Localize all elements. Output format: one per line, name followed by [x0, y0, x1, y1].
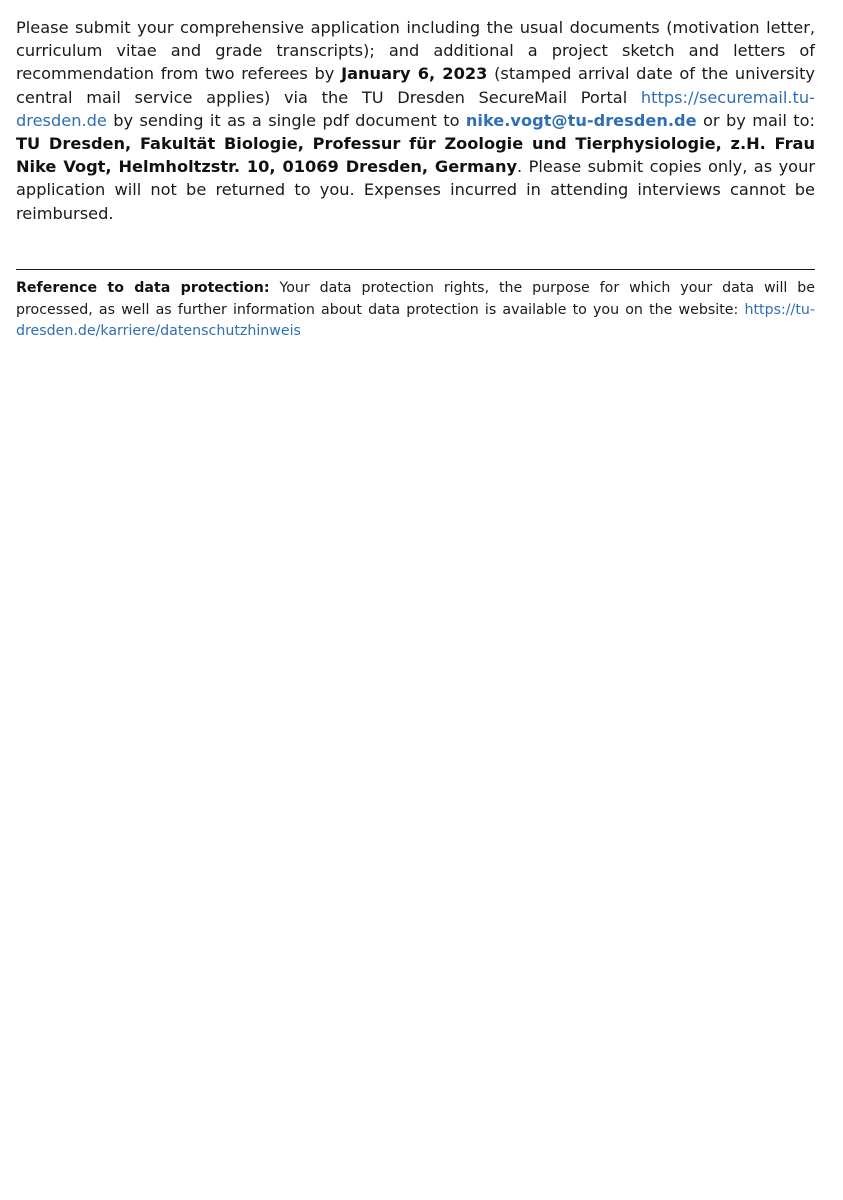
contact-email-link[interactable]: nike.vogt@tu-dresden.de	[465, 110, 697, 130]
postal-address: TU Dresden, Fakultät Biologie, Professur für Zoologie und Tierphysiologie, z.H. Frau Nike Vogt, Helmholtzstr. 10, 01069 Dresden, Germany	[16, 134, 815, 177]
closing-text: . Please submit copies only, as your application will not be returned to you. Expenses incurred in attending interviews cannot be reimbursed.	[16, 157, 815, 223]
submission-method-text: by sending it as a single pdf document to	[106, 110, 466, 130]
application-intro-text: Please submit your comprehensive application including the usual documents (motivation letter, curriculum vitae and grade transcripts); and additional a project sketch and letters of recommendation from two referees by	[16, 18, 815, 84]
section-divider	[16, 269, 815, 270]
document-content	[16, 16, 815, 343]
data-protection-heading: Reference to data protection:	[16, 279, 270, 296]
mail-option-text: or by mail to:	[696, 110, 816, 130]
deadline-note-text: (stamped arrival date of the university central mail service applies) via the TU Dresden SecureMail Portal	[16, 64, 815, 107]
data-protection-notice	[16, 278, 815, 343]
data-protection-body: Your data protection rights, the purpose for which your data will be processed, as well as further information about data protection is available to you on the website:	[16, 279, 815, 318]
securemail-portal-link[interactable]: https://securemail.tu-dresden.de	[16, 87, 815, 130]
application-instructions	[16, 16, 815, 225]
data-protection-link[interactable]: https://tu-dresden.de/karriere/datenschutzhinweis	[16, 301, 815, 340]
application-deadline: January 6, 2023	[341, 64, 488, 84]
